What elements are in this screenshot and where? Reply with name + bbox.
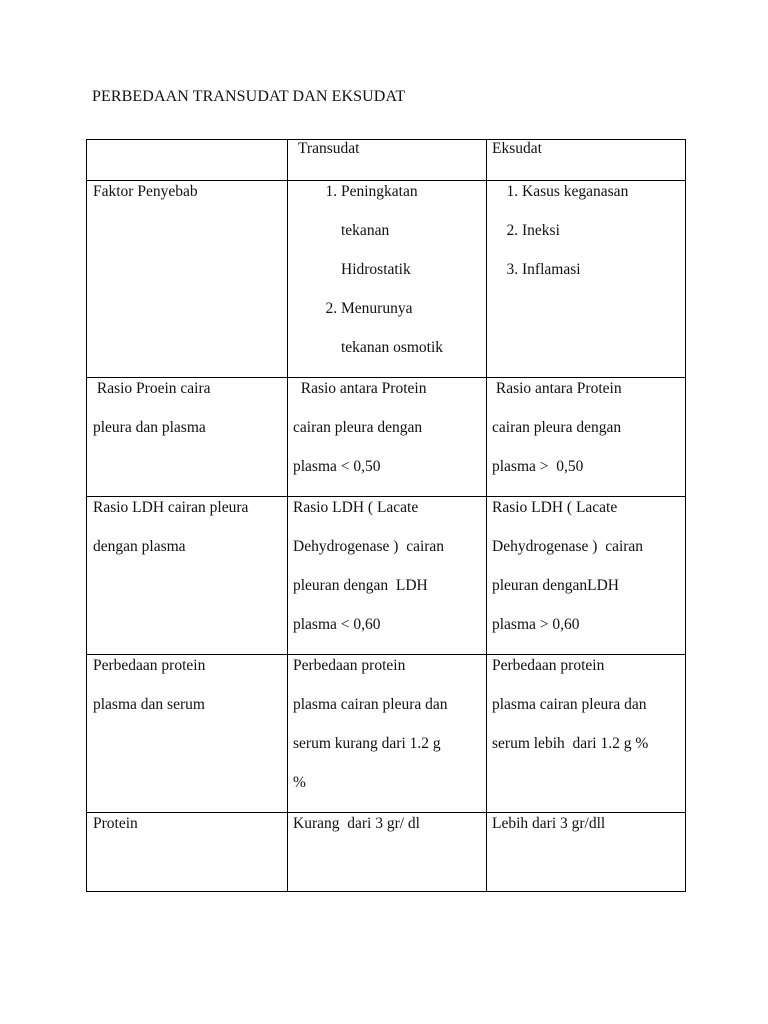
eksudat-cause-list: [492, 172, 680, 289]
table-row: [87, 181, 686, 378]
list-item: 1. Kasus keganasan: [522, 172, 680, 211]
header-cell-eksudat: Eksudat: [487, 140, 686, 181]
row-label: Protein: [87, 813, 288, 892]
transudat-cell: Rasio LDH ( Lacate Dehydrogenase ) cairan pleuran dengan LDH plasma < 0,60: [288, 497, 487, 655]
eksudat-cell: Rasio antara Protein cairan pleura dengan plasma > 0,50: [487, 378, 686, 497]
table-row: [87, 813, 686, 892]
table-row: [87, 378, 686, 497]
eksudat-cell: Lebih dari 3 gr/dll: [487, 813, 686, 892]
row-label: Perbedaan protein plasma dan serum: [87, 655, 288, 813]
header-cell-transudat: Transudat: [288, 140, 487, 181]
list-item: 2. Menurunya tekanan osmotik: [341, 289, 481, 367]
table-row: [87, 497, 686, 655]
list-item: 3. Inflamasi: [522, 250, 680, 289]
document-title: PERBEDAAN TRANSUDAT DAN EKSUDAT: [92, 88, 406, 105]
eksudat-cell: Rasio LDH ( Lacate Dehydrogenase ) cairan pleuran denganLDH plasma > 0,60: [487, 497, 686, 655]
list-item: 2. Ineksi: [522, 211, 680, 250]
list-item: 1. Peningkatan tekanan Hidrostatik: [341, 172, 481, 289]
transudat-cause-list: [293, 172, 481, 367]
eksudat-cell: [487, 181, 686, 378]
transudat-cell: [288, 181, 487, 378]
row-label: Faktor Penyebab: [87, 181, 288, 378]
row-label: Rasio Proein caira pleura dan plasma: [87, 378, 288, 497]
transudat-cell: Rasio antara Protein cairan pleura dengan plasma < 0,50: [288, 378, 487, 497]
row-label: Rasio LDH cairan pleura dengan plasma: [87, 497, 288, 655]
comparison-table: [86, 139, 686, 892]
table-row: [87, 655, 686, 813]
transudat-cell: Kurang dari 3 gr/ dl: [288, 813, 487, 892]
transudat-cell: Perbedaan protein plasma cairan pleura dan serum kurang dari 1.2 g %: [288, 655, 487, 813]
eksudat-cell: Perbedaan protein plasma cairan pleura dan serum lebih dari 1.2 g %: [487, 655, 686, 813]
